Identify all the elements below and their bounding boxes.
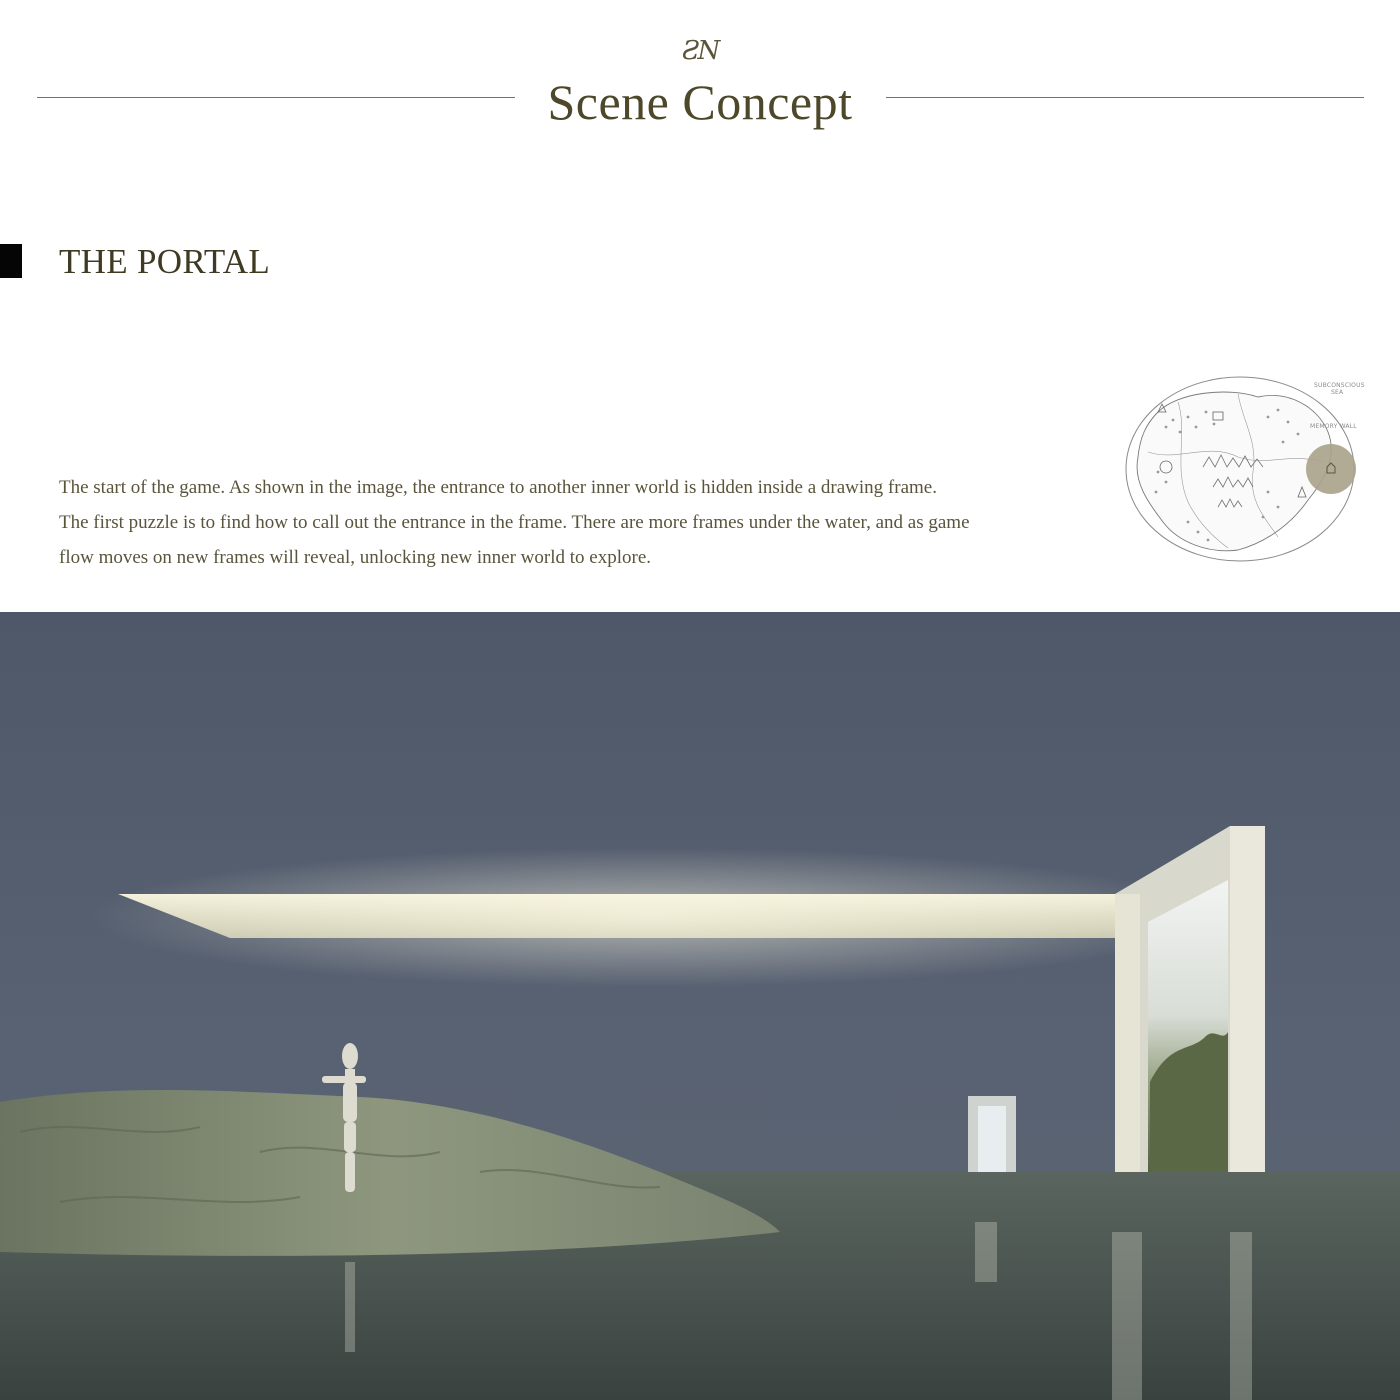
world-map-illustration (1118, 372, 1368, 568)
map-label-sea: SEA (1331, 389, 1344, 396)
section-marker (0, 244, 22, 278)
map-highlight-marker (1306, 444, 1356, 494)
section-description (59, 470, 1099, 575)
map-label-subconscious: SUBCONSCIOUS (1314, 382, 1365, 389)
page-title: Scene Concept (547, 74, 853, 130)
description-line: flow moves on new frames will reveal, unlocking new inner world to explore. (59, 547, 652, 568)
light-slab-glow (90, 847, 1210, 987)
portal-scene-render (0, 612, 1400, 1400)
section-heading: THE PORTAL (59, 242, 271, 281)
map-landmass (1137, 392, 1331, 551)
description-line: The first puzzle is to find how to call out the entrance in the frame. There are more frames under the water, and as game (59, 512, 970, 533)
monogram-logo: ƧN (681, 36, 719, 66)
map-label-memory-wall: MEMORY WALL (1310, 423, 1357, 430)
portal-frame (1115, 826, 1265, 1212)
description-line: The start of the game. As shown in the image, the entrance to another inner world is hidden inside a drawing frame. (59, 477, 937, 498)
